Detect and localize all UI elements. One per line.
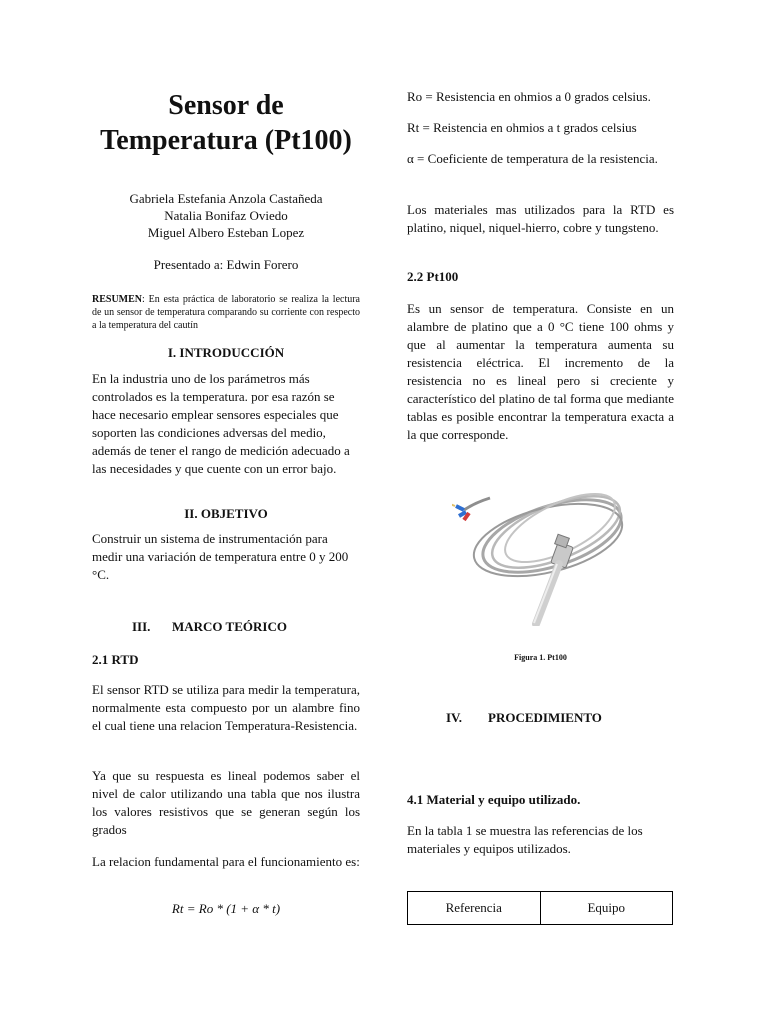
pt100-paragraph: Es un sensor de temperatura. Consiste en un alambre de platino que a 0 °C tiene 100 ohms y que al aumentar la temperatura aumenta su resistencia eléctrica. El incremento de la resistencia no es lineal pero si creciente y característico del platino de tal forma que mediante tablas es posible encontrar la temperatura exacta a la que corresponde. xyxy=(407,301,674,442)
table-header-cell: Referencia xyxy=(408,892,541,925)
author-name: Natalia Bonifaz Oviedo xyxy=(164,208,288,223)
materials-subheading: 4.1 Material y equipo utilizado. xyxy=(407,792,581,807)
pt100-probe-illustration xyxy=(452,466,632,626)
rtd-paragraph: La relacion fundamental para el funcionamiento es: xyxy=(92,854,360,869)
table-row xyxy=(408,892,673,925)
rtd-paragraph: Ya que su respuesta es lineal podemos saber el nivel de calor utilizando una tabla que nos ilustra los valores resistivos que se generan según los grados xyxy=(92,768,360,837)
paper-title: Sensor de Temperatura (Pt100) xyxy=(100,90,352,156)
theory-heading: MARCO TEÓRICO xyxy=(172,619,287,634)
pt100-heading: 2.2 Pt100 xyxy=(407,269,459,284)
abstract-label: RESUMEN xyxy=(92,294,143,305)
abstract-text: : En esta práctica de laboratorio se realiza la lectura de un sensor de temperatura comparando su corriente con respecto a la temperatura del cautín xyxy=(92,294,360,331)
author-name: Miguel Albero Esteban Lopez xyxy=(147,225,305,240)
presented-to: Presentado a: Edwin Forero xyxy=(153,257,299,272)
materials-paragraph: Los materiales mas utilizados para la RTD es platino, niquel, niquel-hierro, cobre y tungsteno. xyxy=(407,202,674,235)
intro-text: En la industria uno de los parámetros más controlados es la temperatura. por esa razón se hace necesario emplear sensores especiales que soporten las condiciones adversas del medio, además de tener el rango de medición adecuado a las necesidades y que cuente con un error bajo. xyxy=(92,371,350,476)
intro-heading: I. INTRODUCCIÓN xyxy=(167,345,285,360)
theory-heading-number: III. xyxy=(132,619,151,634)
author-list xyxy=(92,190,360,241)
rtd-heading: 2.1 RTD xyxy=(92,652,139,667)
rtd-paragraph: El sensor RTD se utiliza para medir la temperatura, normalmente esta compuesto por un alambre fino el cual tiene una relacion Temperatura-Resistencia. xyxy=(92,682,360,733)
objective-heading: II. OBJETIVO xyxy=(184,506,268,521)
procedure-paragraph: En la tabla 1 se muestra las referencias de los materiales y equipos utilizados. xyxy=(407,823,643,856)
rtd-formula: Rt = Ro * (1 + α * t) xyxy=(171,901,281,916)
pt100-probe-figure xyxy=(452,466,632,626)
figure-caption: Figura 1. Pt100 xyxy=(514,653,567,662)
author-name: Gabriela Estefania Anzola Castañeda xyxy=(129,191,323,206)
materials-table xyxy=(407,891,673,925)
procedure-heading-number: IV. xyxy=(446,710,463,725)
definition-ro: Ro = Resistencia en ohmios a 0 grados celsius. xyxy=(407,89,651,104)
abstract xyxy=(92,293,360,332)
table-header-cell: Equipo xyxy=(540,892,673,925)
objective-text: Construir un sistema de instrumentación para medir una variación de temperatura entre 0 y 200 °C. xyxy=(92,531,349,582)
definition-rt: Rt = Reistencia en ohmios a t grados celsius xyxy=(407,120,637,135)
definition-alpha: α = Coeficiente de temperatura de la resistencia. xyxy=(407,151,658,166)
procedure-heading: PROCEDIMIENTO xyxy=(488,710,602,725)
